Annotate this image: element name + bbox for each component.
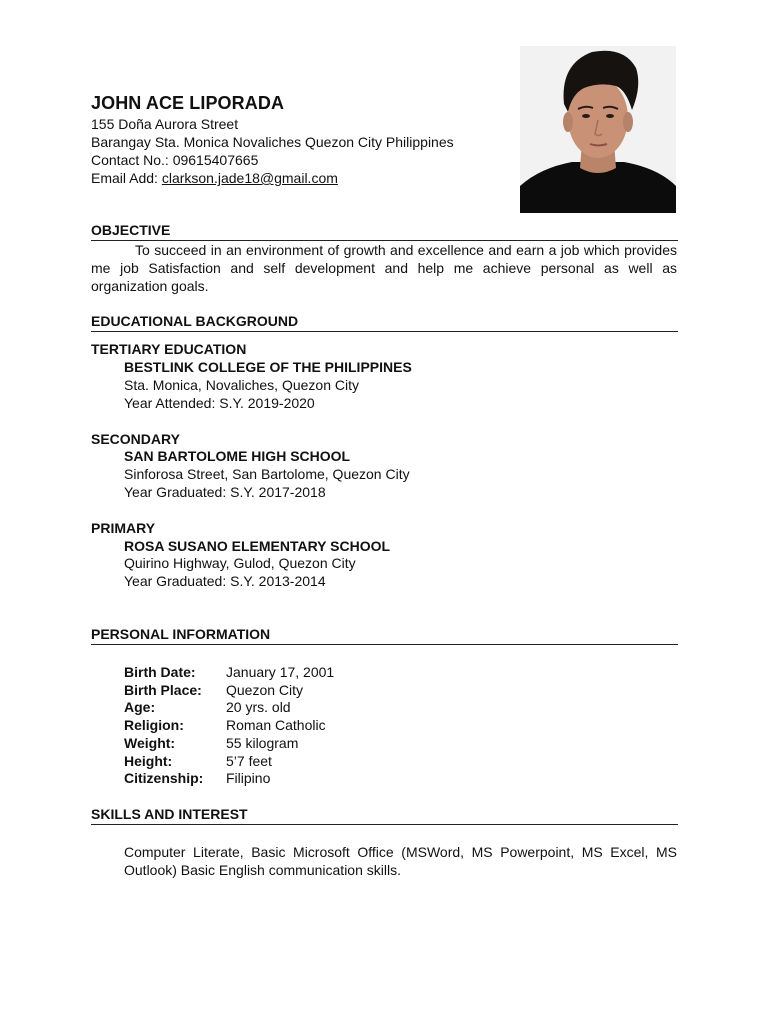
objective-text: To succeed in an environment of growth and excellence and earn a job which provides me job Satisfaction and self development and help me achieve personal as well as organization goals.: [91, 242, 677, 294]
tertiary-school: BESTLINK COLLEGE OF THE PHILIPPINES: [124, 359, 412, 375]
height-label: Height:: [124, 753, 173, 769]
primary-address: Quirino Highway, Gulod, Quezon City: [124, 555, 356, 571]
skills-heading: SKILLS AND INTEREST: [91, 806, 678, 825]
contact-label: Contact No.:: [91, 152, 173, 168]
weight-label: Weight:: [124, 735, 176, 751]
personal-row: [124, 698, 524, 716]
secondary-year: Year Graduated: S.Y. 2017-2018: [124, 484, 326, 500]
primary-heading: PRIMARY: [91, 520, 156, 536]
personal-row: [124, 734, 524, 752]
religion-label: Religion:: [124, 717, 184, 733]
personal-row: [124, 663, 524, 681]
email-link[interactable]: clarkson.jade18@gmail.com: [161, 170, 338, 186]
height-value: 5’7 feet: [226, 753, 272, 769]
personal-row: [124, 681, 524, 699]
applicant-photo: [520, 46, 676, 213]
tertiary-heading: TERTIARY EDUCATION: [91, 341, 247, 357]
age-label: Age:: [124, 699, 156, 715]
citizenship-label: Citizenship:: [124, 770, 204, 786]
birth-date-label: Birth Date:: [124, 664, 196, 680]
secondary-address: Sinforosa Street, San Bartolome, Quezon City: [124, 466, 410, 482]
birth-date-value: January 17, 2001: [226, 664, 335, 680]
education-heading: EDUCATIONAL BACKGROUND: [91, 313, 678, 332]
personal-row: [124, 716, 524, 734]
primary-year: Year Graduated: S.Y. 2013-2014: [124, 573, 326, 589]
secondary-school: SAN BARTOLOME HIGH SCHOOL: [124, 448, 351, 464]
applicant-name: JOHN ACE LIPORADA: [91, 93, 285, 113]
birth-place-value: Quezon City: [226, 682, 304, 698]
weight-value: 55 kilogram: [226, 735, 299, 751]
citizenship-value: Filipino: [226, 770, 271, 786]
personal-info-heading: PERSONAL INFORMATION: [91, 626, 678, 645]
skills-text: Computer Literate, Basic Microsoft Office (MSWord, MS Powerpoint, MS Excel, MS Outlook) Basic English communication skills.: [124, 844, 677, 878]
portrait-image: [520, 46, 676, 213]
primary-school: ROSA SUSANO ELEMENTARY SCHOOL: [124, 538, 391, 554]
resume-header: [91, 92, 511, 187]
tertiary-address: Sta. Monica, Novaliches, Quezon City: [124, 377, 359, 393]
email-label: Email Add:: [91, 170, 162, 186]
contact-value: 09615407665: [172, 152, 259, 168]
email-address: [91, 169, 511, 187]
age-value: 20 yrs. old: [226, 699, 291, 715]
tertiary-year: Year Attended: S.Y. 2019-2020: [124, 395, 315, 411]
contact-number: [91, 151, 511, 169]
birth-place-label: Birth Place:: [124, 682, 202, 698]
personal-row: [124, 752, 524, 770]
religion-value: Roman Catholic: [226, 717, 326, 733]
address-line-1: 155 Doña Aurora Street: [91, 116, 239, 132]
secondary-heading: SECONDARY: [91, 431, 180, 447]
address-line-2: Barangay Sta. Monica Novaliches Quezon City Philippines: [91, 134, 454, 150]
personal-row: [124, 769, 524, 787]
objective-heading: OBJECTIVE: [91, 222, 678, 241]
